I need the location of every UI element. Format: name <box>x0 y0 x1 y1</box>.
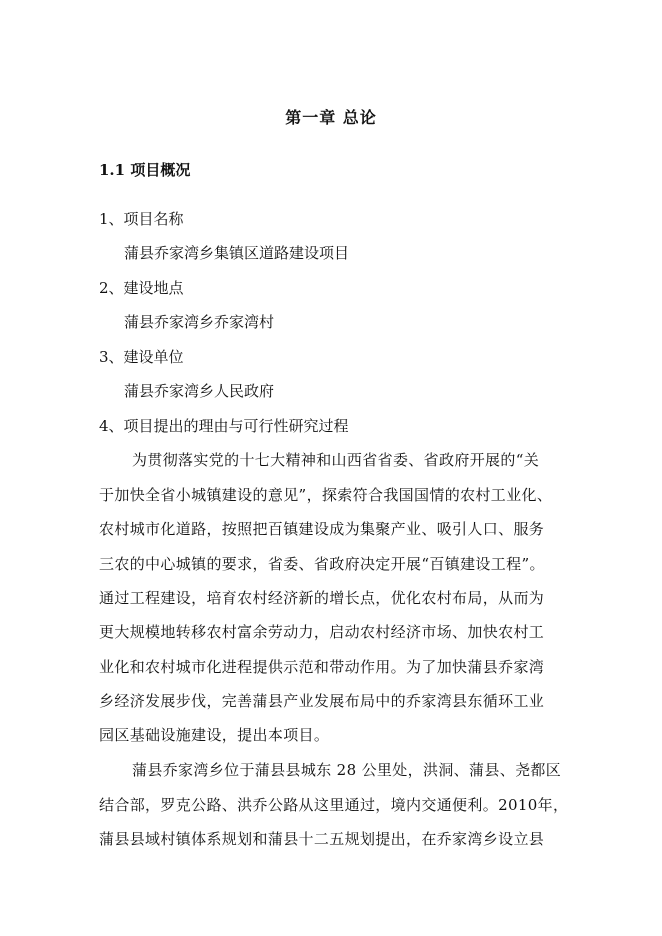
item-value-unit: 蒲县乔家湾乡人民政府 <box>124 382 275 400</box>
chapter-title: 第一章 总论 <box>285 108 377 127</box>
paragraph-line: 更大规模地转移农村富余劳动力，启动农村经济市场、加快农村工 <box>99 623 545 641</box>
item-heading-unit: 3、建设单位 <box>99 348 184 366</box>
paragraph-line: 结合部，罗克公路、洪乔公路从这里通过，境内交通便利。2010年， <box>99 796 569 814</box>
paragraph-line: 为贯彻落实党的十七大精神和山西省省委、省政府开展的“关 <box>132 451 540 469</box>
item-value-project-name: 蒲县乔家湾乡集镇区道路建设项目 <box>124 244 350 262</box>
paragraph-line: 乡经济发展步伐，完善蒲县产业发展布局中的乔家湾县东循环工业 <box>99 692 545 710</box>
paragraph-background <box>99 450 559 750</box>
paragraph-line: 业化和农村城市化进程提供示范和带动作用。为了加快蒲县乔家湾 <box>99 658 545 676</box>
paragraph-location <box>99 760 569 860</box>
item-heading-project-name: 1、项目名称 <box>99 210 184 228</box>
paragraph-line: 蒲县乔家湾乡位于蒲县县城东 28 公里处，洪洞、蒲县、尧都区 <box>132 761 562 779</box>
paragraph-line: 农村城市化道路，按照把百镇建设成为集聚产业、吸引人口、服务 <box>99 520 545 538</box>
paragraph-line: 通过工程建设，培育农村经济新的增长点，优化农村布局，从而为 <box>99 589 545 607</box>
item-value-location: 蒲县乔家湾乡乔家湾村 <box>124 313 275 331</box>
paragraph-line: 蒲县县域村镇体系规划和蒲县十二五规划提出，在乔家湾乡设立县 <box>99 830 545 848</box>
section-title: 1.1 项目概况 <box>99 161 191 179</box>
paragraph-line: 园区基础设施建设，提出本项目。 <box>99 726 330 744</box>
item-heading-location: 2、建设地点 <box>99 279 184 297</box>
paragraph-line: 于加快全省小城镇建设的意见”，探索符合我国国情的农村工业化、 <box>99 486 553 504</box>
paragraph-line: 三农的中心城镇的要求，省委、省政府决定开展“百镇建设工程”。 <box>99 555 545 573</box>
item-heading-reason: 4、项目提出的理由与可行性研究过程 <box>99 417 349 435</box>
